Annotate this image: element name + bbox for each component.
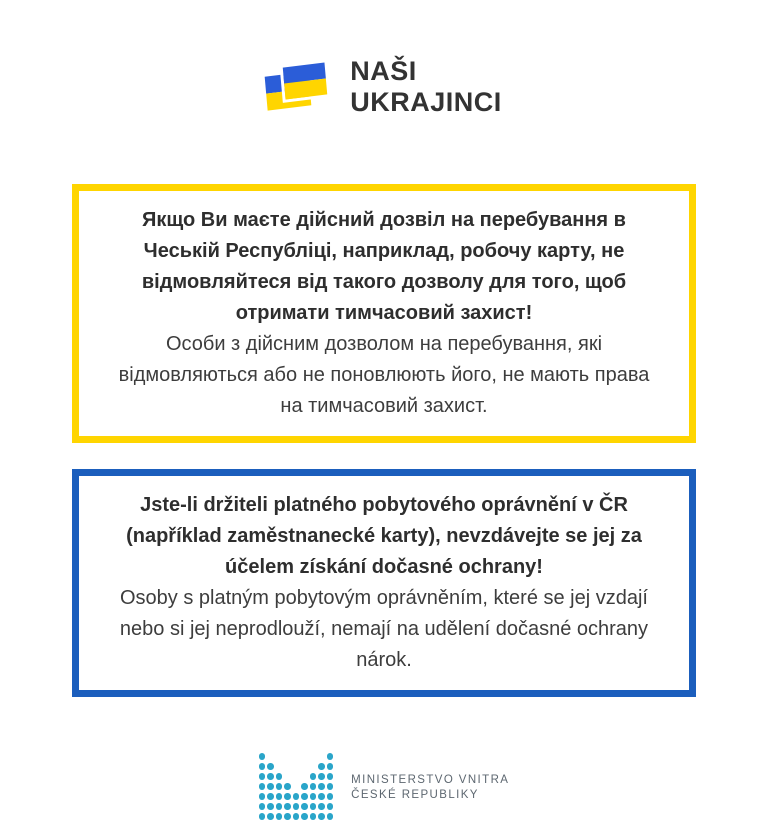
notice-uk-bold-text: Якщо Ви маєте дійсний дозвіл на перебування в Чеській Республіці, наприклад, робочу карту, не відмовляйтеся від такого дозволу для того, щоб отримати тимчасовий захист! — [141, 209, 627, 324]
notice-cs-body-text: Osoby s platným pobytovým oprávněním, které se jej vzdají nebo si jej neprodlouží, nemají na udělení dočasné ochrany nárok. — [119, 587, 649, 671]
notice-box-ukrainian — [72, 184, 696, 443]
ministry-name — [351, 773, 509, 803]
brand-wordmark — [350, 56, 502, 118]
brand-line1: NAŠI — [350, 56, 417, 86]
ministry-dot-logo-icon — [259, 753, 336, 823]
flag-front — [280, 59, 331, 103]
brand-header — [0, 0, 768, 118]
notice-cs-bold-text: Jste-li držiteli platného pobytového oprávnění v ČR (například zaměstnanecké karty), nevzdávejte se jej za účelem získání dočasné ochrany! — [126, 494, 642, 578]
ukraine-double-flag-icon — [266, 57, 330, 117]
ministry-footer — [0, 753, 768, 823]
ministry-name-line1: MINISTERSTVO VNITRA — [351, 774, 510, 786]
notice-uk-body-text: Особи з дійсним дозволом на перебування, які відмовляються або не поновлюють його, не мають права на тимчасовий захист. — [118, 333, 650, 417]
notice-box-czech — [72, 469, 696, 697]
ministry-name-line2: ČESKÉ REPUBLIKY — [351, 789, 479, 801]
brand-line2: UKRAJINCI — [350, 87, 502, 117]
